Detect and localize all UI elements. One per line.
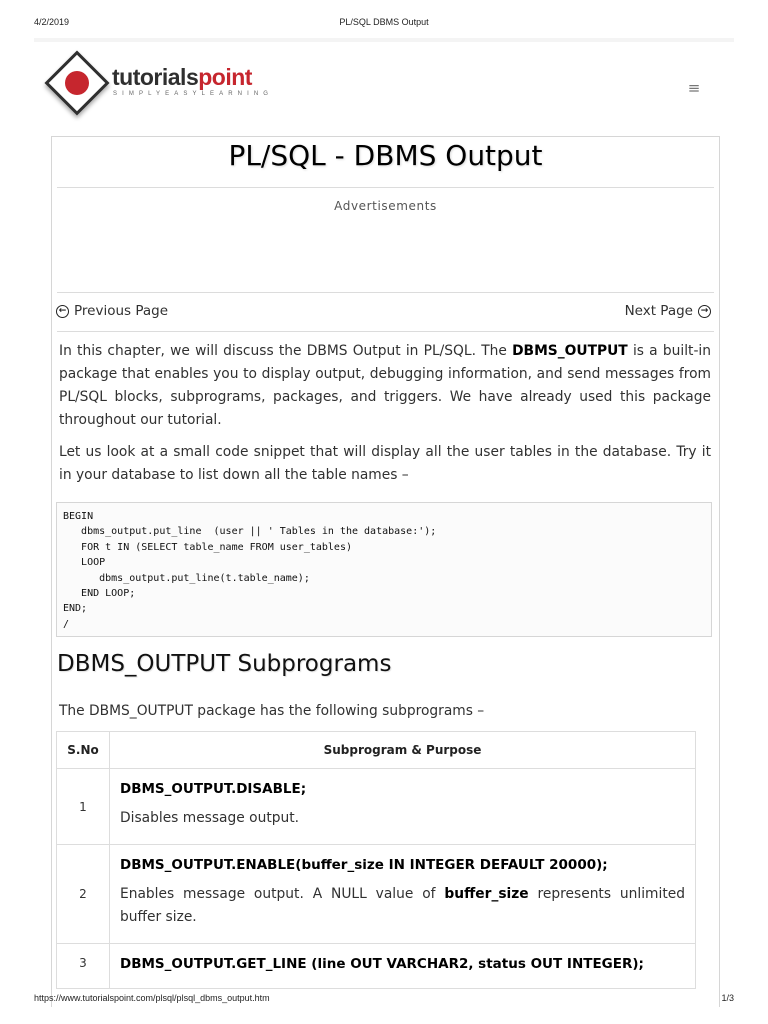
divider — [57, 187, 714, 188]
subprogram-description: Enables message output. A NULL value of buffer_size represents unlimited buffer size. — [120, 886, 685, 925]
previous-page-link[interactable] — [56, 303, 168, 319]
next-page-link[interactable] — [625, 303, 711, 319]
subprogram-name: DBMS_OUTPUT.ENABLE(buffer_size IN INTEGER DEFAULT 20000); — [120, 857, 608, 873]
next-page-label: Next Page — [624, 303, 693, 319]
print-footer — [0, 993, 768, 1007]
hamburger-menu-icon[interactable]: ≡ — [687, 79, 701, 97]
logo-mark-icon — [44, 50, 109, 115]
print-header — [0, 17, 768, 31]
table-row — [57, 769, 696, 845]
row-number: 3 — [57, 944, 110, 989]
subprogram-name: DBMS_OUTPUT.GET_LINE (line OUT VARCHAR2, status OUT INTEGER); — [120, 956, 644, 972]
section-heading: DBMS_OUTPUT Subprograms — [57, 651, 392, 677]
column-header-sno: S.No — [57, 732, 110, 769]
section-intro: The DBMS_OUTPUT package has the following subprograms – — [59, 703, 485, 719]
table-header-row — [57, 732, 696, 769]
subprogram-name: DBMS_OUTPUT.DISABLE; — [120, 781, 307, 797]
print-date: 4/2/2019 — [34, 17, 70, 27]
row-content — [110, 845, 696, 944]
previous-page-label: Previous Page — [74, 303, 169, 319]
arrow-right-circle-icon: → — [698, 305, 711, 318]
logo-tagline: SIMPLYEASYLEARNING — [113, 91, 274, 97]
print-page-title: PL/SQL DBMS Output — [339, 17, 429, 27]
row-number: 1 — [57, 769, 110, 845]
arrow-left-circle-icon: ← — [56, 305, 69, 318]
subprograms-table — [56, 731, 696, 989]
column-header-purpose: Subprogram & Purpose — [110, 732, 696, 769]
code-text: BEGIN dbms_output.put_line (user || ' Tables in the database:'); FOR t IN (SELECT table_name FROM user_tables) LOOP dbms_output.put_line(t.table_name); END LOOP; END; / — [63, 511, 437, 630]
row-number: 2 — [57, 845, 110, 944]
tutorialspoint-logo[interactable] — [50, 52, 290, 114]
table-row — [57, 944, 696, 989]
row-content — [110, 944, 696, 989]
subprogram-description: Disables message output. — [120, 810, 300, 826]
divider — [57, 331, 714, 332]
page-title: PL/SQL - DBMS Output — [228, 139, 543, 172]
snippet-paragraph: Let us look at a small code snippet that will display all the user tables in the database. Try it in your database to list down all the table names – — [59, 444, 711, 483]
divider — [57, 292, 714, 293]
print-page-number: 1/3 — [721, 993, 734, 1003]
site-header — [34, 38, 734, 116]
print-url: https://www.tutorialspoint.com/plsql/plsql_dbms_output.htm — [34, 993, 270, 1003]
table-row — [57, 845, 696, 944]
advertisements-label: Advertisements — [334, 199, 437, 213]
intro-paragraph: In this chapter, we will discuss the DBMS Output in PL/SQL. The DBMS_OUTPUT is a built-in package that enables you to display output, debugging information, and send messages from PL/SQL blocks, subprograms, packages, and triggers. We have already used this package throughout our tutorial. — [59, 343, 711, 428]
row-content — [110, 769, 696, 845]
logo-wordmark: tutorialspoint — [112, 64, 252, 90]
article-container — [51, 136, 720, 1007]
code-block — [56, 502, 712, 637]
